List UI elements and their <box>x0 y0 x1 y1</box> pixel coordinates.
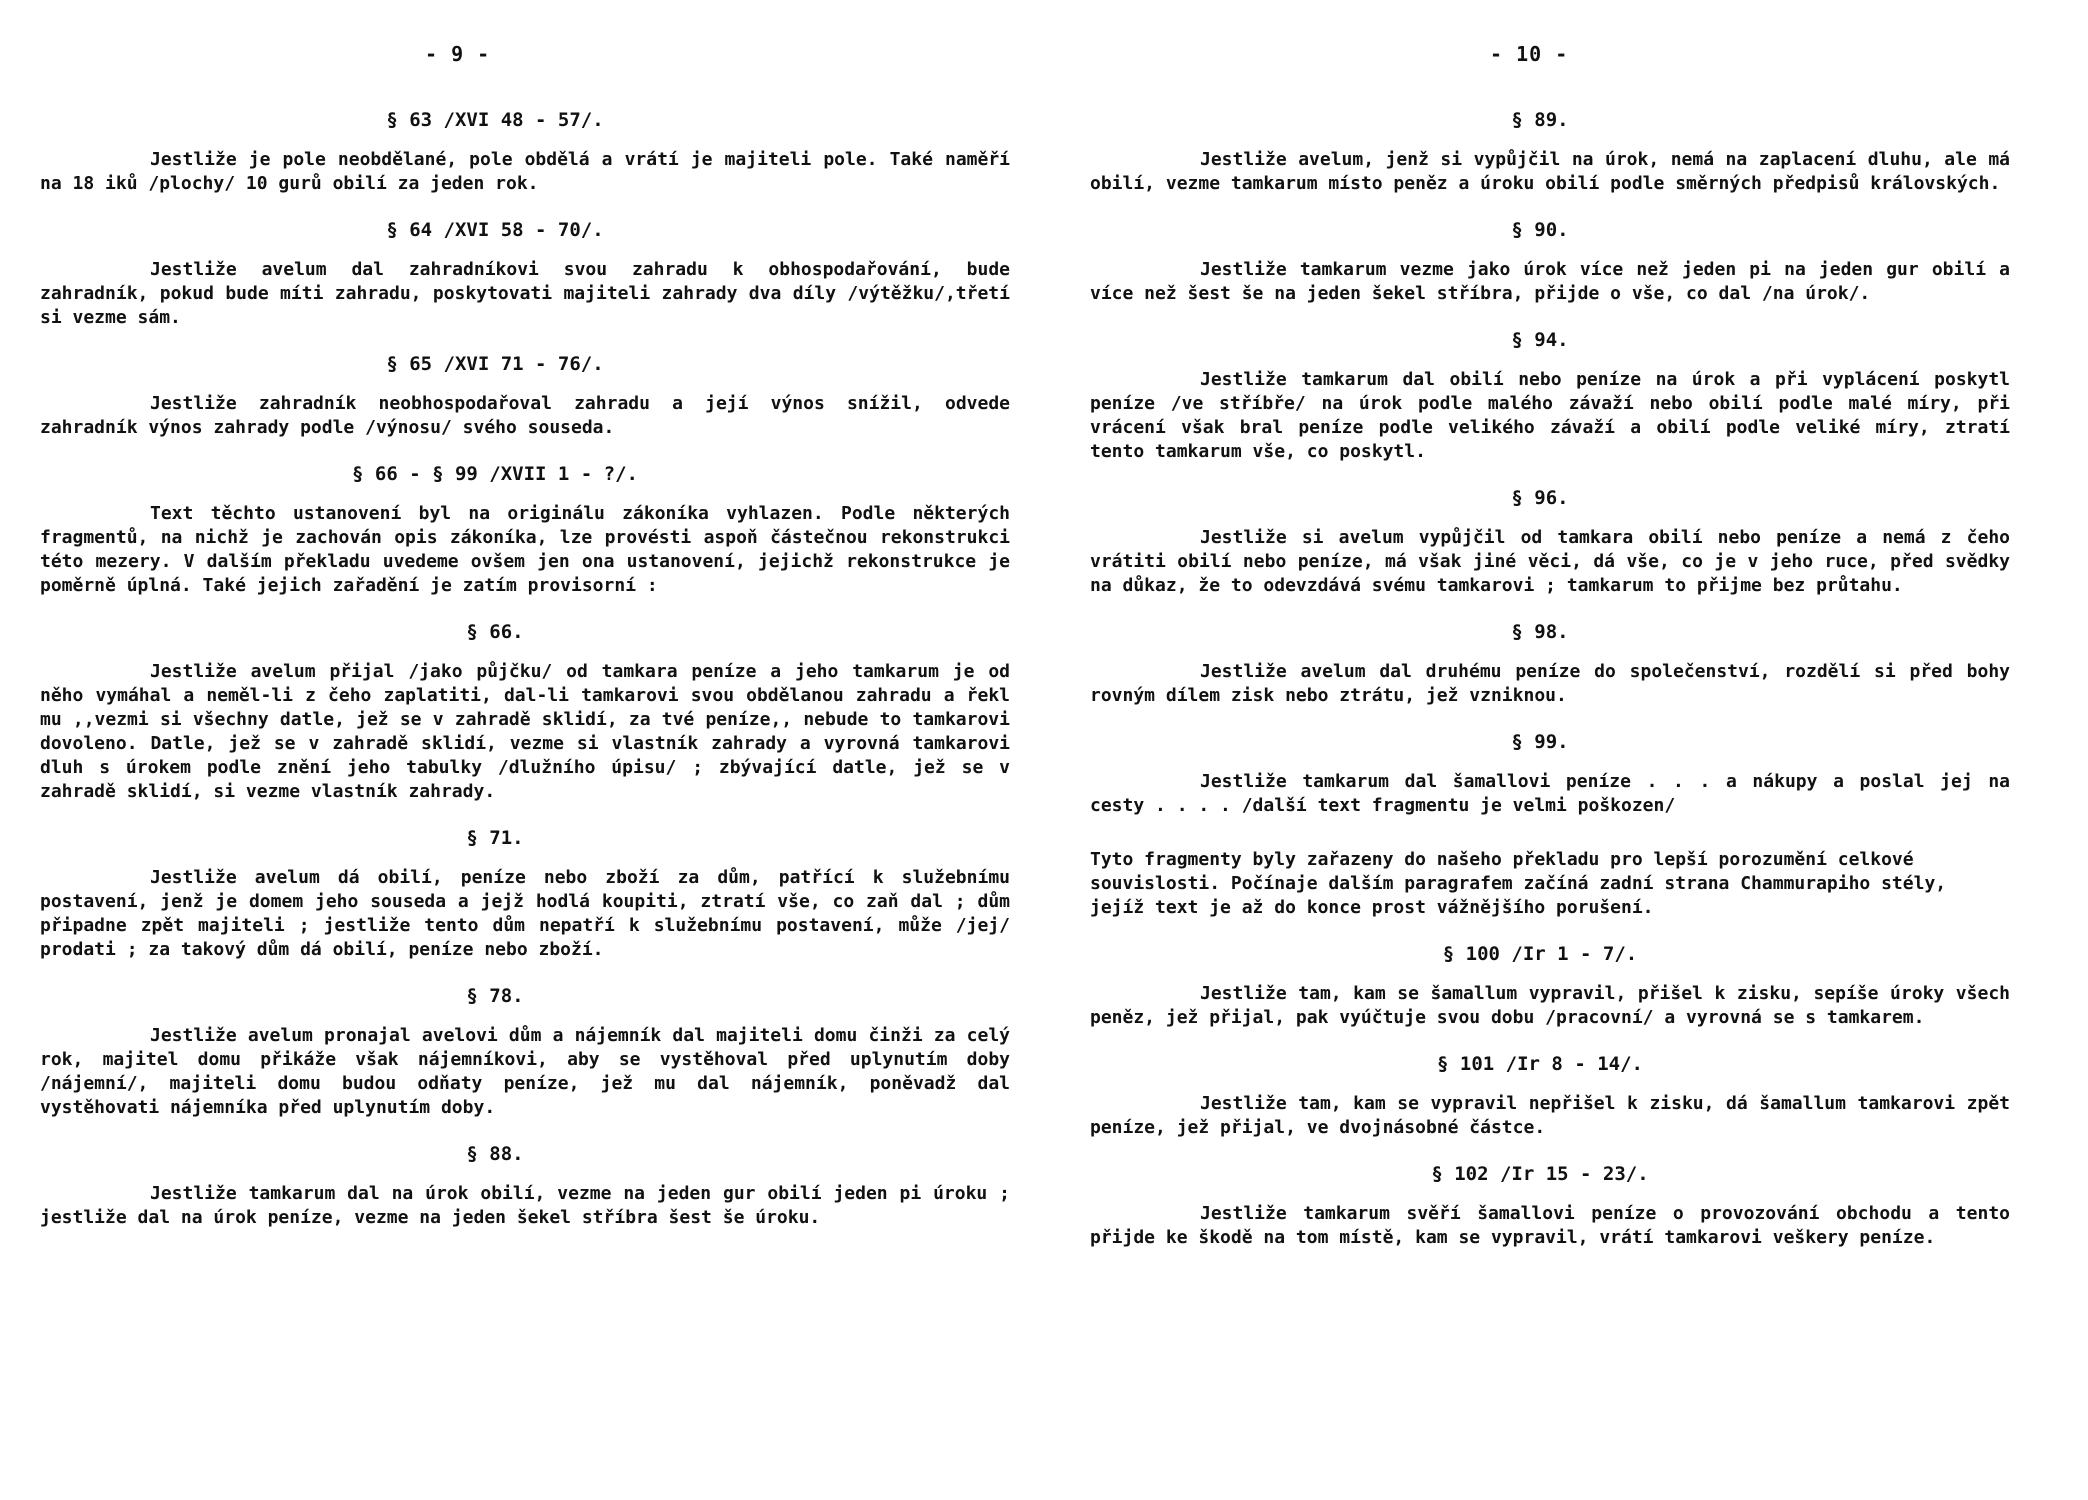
paragraph-section <box>40 352 1030 440</box>
left-page-content <box>40 108 1030 1252</box>
section-heading: § 94. <box>1511 329 1569 351</box>
section-heading: § 101 /Ir 8 - 14/. <box>1437 1053 1643 1075</box>
section-text: Jestliže tamkarum svěří šamallovi peníze o provozování obchodu a tento přijde ke škodě na tom místě, kam se vypravil, vrátí tamkarovi veškery peníze. <box>1090 1203 2010 1248</box>
paragraph-section <box>40 1142 1030 1230</box>
section-text: Text těchto ustanovení byl na originálu zákoníka vyhlazen. Podle některých fragmentů, na nichž je zachován opis zákoníka, lze provésti aspoň částečnou rekonstrukci této mezery. V dalším překladu uvedeme ovšem jen ona ustanovení, jejichž rekonstrukce je poměrně úplná. Také jejich zařadění je zatím provisorní : <box>40 503 1010 596</box>
paragraph-section <box>1090 620 2070 708</box>
section-text: Jestliže si avelum vypůjčil od tamkara obilí nebo peníze a nemá z čeho vrátiti obilí nebo peníze, má však jiné věci, dá vše, co je v jeho ruce, před svědky na důkaz, že to odevzdává svému tamkarovi ; tamkarum to přijme bez průtahu. <box>1090 527 2010 596</box>
section-text: Jestliže avelum dal zahradníkovi svou zahradu k obhospodařování, bude zahradník, pokud bude míti zahradu, poskytovati majiteli zahrady dva díly /výtěžku/,třetí si vezme sám. <box>40 259 1010 328</box>
section-heading: § 66 - § 99 /XVII 1 - ?/. <box>352 463 638 485</box>
paragraph-section <box>1090 942 2070 1030</box>
section-heading: § 64 /XVI 58 - 70/. <box>386 219 604 241</box>
paragraph-section <box>1090 1162 2070 1250</box>
paragraph-section <box>40 984 1030 1120</box>
section-text: Jestliže zahradník neobhospodařoval zahradu a její výnos snížil, odvede zahradník výnos zahrady podle /výnosu/ svého souseda. <box>40 393 1010 438</box>
section-heading: § 66. <box>466 621 524 643</box>
paragraph-section <box>1090 1052 2070 1140</box>
section-text: Jestliže tamkarum vezme jako úrok více než jeden pi na jeden gur obilí a více než šest še na jeden šekel stříbra, přijde o vše, co dal /na úrok/. <box>1090 259 2010 304</box>
section-text: Jestliže tamkarum dal na úrok obilí, vezme na jeden gur obilí jeden pi úroku ; jestliže dal na úrok peníze, vezme na jeden šekel stříbra šest še úroku. <box>40 1183 1010 1228</box>
section-text: Jestliže tamkarum dal obilí nebo peníze na úrok a při vyplácení poskytl peníze /ve stříbře/ na úrok podle malého závaží nebo obilí podle malé míry, při vrácení však bral peníze podle velikého závaží a obilí podle veliké míry, ztratí tento tamkarum vše, co poskytl. <box>1090 369 2010 462</box>
page-number: - 10 - <box>1490 42 1569 66</box>
section-heading: § 78. <box>466 985 524 1007</box>
paragraph-section <box>40 108 1030 196</box>
section-text: Jestliže tam, kam se šamallum vypravil, přišel k zisku, sepíše úroky všech peněz, jež přijal, pak vyúčtuje svou dobu /pracovní/ a vyrovná se s tamkarem. <box>1090 983 2010 1028</box>
section-heading: § 65 /XVI 71 - 76/. <box>386 353 604 375</box>
section-text: Jestliže avelum dal druhému peníze do společenství, rozdělí si před bohy rovným dílem zisk nebo ztrátu, jež vzniknou. <box>1090 661 2010 706</box>
section-heading: § 102 /Ir 15 - 23/. <box>1431 1163 1649 1185</box>
paragraph-section <box>1090 730 2070 818</box>
right-page <box>1090 0 2070 1500</box>
paragraph-section <box>40 462 1030 598</box>
section-text: Jestliže tam, kam se vypravil nepřišel k zisku, dá šamallum tamkarovi zpět peníze, jež přijal, ve dvojnásobné částce. <box>1090 1093 2010 1138</box>
section-text: Jestliže avelum dá obilí, peníze nebo zboží za dům, patřící k služebnímu postavení, jenž je domem jeho souseda a jejž hodlá koupiti, ztratí vše, co zaň dal ; dům připadne zpět majiteli ; jestliže tento dům nepatří k služebnímu postavení, může /jej/ prodati ; za takový dům dá obilí, peníze nebo zboží. <box>40 867 1010 960</box>
paragraph-section <box>40 826 1030 962</box>
section-heading: § 96. <box>1511 487 1569 509</box>
paragraph-section <box>1090 328 2070 464</box>
section-heading: § 63 /XVI 48 - 57/. <box>386 109 604 131</box>
section-heading: § 100 /Ir 1 - 7/. <box>1442 943 1638 965</box>
section-heading: § 99. <box>1511 731 1569 753</box>
paragraph-section <box>40 218 1030 330</box>
section-text: Jestliže tamkarum dal šamallovi peníze . . . a nákupy a poslal jej na cesty . . . . /další text fragmentu je velmi poškozen/ <box>1090 771 2010 816</box>
section-text: Jestliže avelum přijal /jako půjčku/ od tamkara peníze a jeho tamkarum je od něho vymáhal a neměl-li z čeho zaplatiti, dal-li tamkarovi svou obdělanou zahradu a řekl mu ,,vezmi si všechny datle, jež se v zahradě sklidí, za tvé peníze,, nebude to tamkarovi dovoleno. Datle, jež se v zahradě sklidí, vezme si vlastník zahrady a vyrovná tamkarovi dluh s úrokem podle znění jeho tabulky /dlužního úpisu/ ; zbývající datle, jež se v zahradě sklidí, si vezme vlastník zahrady. <box>40 661 1010 802</box>
section-heading: § 71. <box>466 827 524 849</box>
paragraph-section <box>1090 108 2070 196</box>
paragraph-section <box>1090 486 2070 598</box>
section-text: Jestliže avelum, jenž si vypůjčil na úrok, nemá na zaplacení dluhu, ale má obilí, vezme tamkarum místo peněz a úroku obilí podle směrných předpisů královských. <box>1090 149 2010 194</box>
section-text: Jestliže je pole neobdělané, pole obdělá a vrátí je majiteli pole. Také naměří na 18 iků /plochy/ 10 gurů obilí za jeden rok. <box>40 149 1010 194</box>
section-heading: § 98. <box>1511 621 1569 643</box>
editorial-note: Tyto fragmenty byly zařazeny do našeho překladu pro lepší porozumění celkové souvislosti. Počínaje dalším paragrafem začíná zadní strana Chammurapiho stély, jejíž text je až do konce prost vážnějšího porušení. <box>1090 849 1947 918</box>
section-heading: § 90. <box>1511 219 1569 241</box>
section-heading: § 88. <box>466 1143 524 1165</box>
paragraph-section <box>40 620 1030 804</box>
section-heading: § 89. <box>1511 109 1569 131</box>
right-page-content <box>1090 108 2070 1272</box>
paragraph-section <box>1090 218 2070 306</box>
page-number: - 9 - <box>425 42 491 66</box>
section-text: Jestliže avelum pronajal avelovi dům a nájemník dal majiteli domu činži za celý rok, majitel domu přikáže však nájemníkovi, aby se vystěhoval před uplynutím doby /nájemní/, majiteli domu budou odňaty peníze, jež mu dal nájemník, poněvadž dal vystěhovati nájemníka před uplynutím doby. <box>40 1025 1010 1118</box>
left-page <box>40 0 1030 1500</box>
